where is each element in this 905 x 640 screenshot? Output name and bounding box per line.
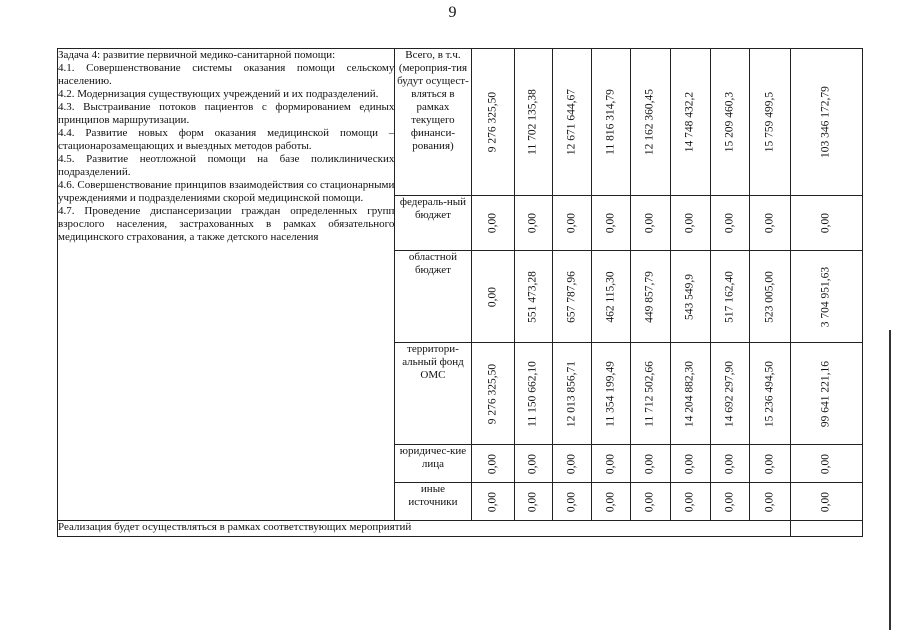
value-cell: 11 354 199,49 (591, 343, 630, 445)
funding-source: Всего, в т.ч. (мероприя-тия будут осущест-вляться в рамках текущего финанси-рования) (395, 49, 471, 196)
total-cell: 0,00 (790, 483, 862, 521)
task-item: 4.2. Модернизация существующих учреждений и их подразделений. (58, 88, 379, 100)
total-cell: 103 346 172,79 (790, 49, 862, 196)
value-cell: 12 013 856,71 (552, 343, 591, 445)
value-cell: 0,00 (471, 196, 514, 251)
value-cell: 9 276 325,50 (471, 343, 514, 445)
table-row (58, 49, 863, 196)
value-cell: 0,00 (591, 196, 630, 251)
table-row (58, 521, 863, 537)
value-cell: 0,00 (630, 483, 670, 521)
value-cell: 0,00 (514, 196, 552, 251)
value-cell: 0,00 (591, 445, 630, 483)
empty-cell (790, 521, 862, 537)
budget-table (57, 48, 863, 537)
value-cell: 9 276 325,50 (471, 49, 514, 196)
value-cell: 12 671 644,67 (552, 49, 591, 196)
value-cell: 0,00 (630, 445, 670, 483)
value-cell: 0,00 (630, 196, 670, 251)
value-cell: 15 209 460,3 (710, 49, 749, 196)
value-cell: 0,00 (471, 251, 514, 343)
value-cell: 11 816 314,79 (591, 49, 630, 196)
value-cell: 0,00 (552, 483, 591, 521)
value-cell: 0,00 (749, 196, 790, 251)
task-title: Задача 4: развитие первичной медико-санитарной помощи: (58, 49, 336, 61)
value-cell: 0,00 (670, 196, 710, 251)
value-cell: 0,00 (552, 445, 591, 483)
value-cell: 517 162,40 (710, 251, 749, 343)
value-cell: 462 115,30 (591, 251, 630, 343)
value-cell: 543 549,9 (670, 251, 710, 343)
value-cell: 0,00 (471, 483, 514, 521)
value-cell: 15 759 499,5 (749, 49, 790, 196)
task-item: 4.5. Развитие неотложной помощи на базе поликлинических подразделений. (58, 153, 395, 178)
value-cell: 0,00 (552, 196, 591, 251)
funding-source: иные источники (395, 483, 471, 521)
value-cell: 0,00 (471, 445, 514, 483)
value-cell: 0,00 (710, 483, 749, 521)
value-cell: 657 787,96 (552, 251, 591, 343)
total-cell: 3 704 951,63 (790, 251, 862, 343)
value-cell: 0,00 (670, 445, 710, 483)
task-description (58, 49, 395, 521)
funding-source: территори-альный фонд ОМС (395, 343, 471, 445)
funding-source: федераль-ный бюджет (395, 196, 471, 251)
value-cell: 0,00 (749, 483, 790, 521)
value-cell: 0,00 (710, 445, 749, 483)
total-cell: 0,00 (790, 445, 862, 483)
total-cell: 0,00 (790, 196, 862, 251)
value-cell: 0,00 (514, 445, 552, 483)
value-cell: 15 236 494,50 (749, 343, 790, 445)
value-cell: 0,00 (749, 445, 790, 483)
value-cell: 0,00 (591, 483, 630, 521)
value-cell: 551 473,28 (514, 251, 552, 343)
task-item: 4.1. Совершенствование системы оказания помощи сельскому населению. (58, 62, 395, 87)
task-item: 4.4. Развитие новых форм оказания медицинской помощи – стационарозамещающих и выездных методов работы. (58, 127, 395, 152)
value-cell: 12 162 360,45 (630, 49, 670, 196)
task-item: 4.6. Совершенствование принципов взаимодействия со стационарными учреждениями и подразделениями скорой медицинской помощи. (58, 179, 395, 204)
funding-source: юридичес-кие лица (395, 445, 471, 483)
task-item: 4.3. Выстраивание потоков пациентов с формированием единых принципов маршрутизации. (58, 101, 395, 126)
value-cell: 11 712 502,66 (630, 343, 670, 445)
value-cell: 11 150 662,10 (514, 343, 552, 445)
value-cell: 0,00 (514, 483, 552, 521)
value-cell: 0,00 (710, 196, 749, 251)
value-cell: 11 702 135,38 (514, 49, 552, 196)
page-number: 9 (448, 4, 457, 21)
total-cell: 99 641 221,16 (790, 343, 862, 445)
value-cell: 14 748 432,2 (670, 49, 710, 196)
value-cell: 523 005,00 (749, 251, 790, 343)
implementation-note: Реализация будет осуществляться в рамках соответствующих мероприятий (58, 521, 791, 537)
scan-edge-line (889, 330, 891, 630)
task-item: 4.7. Проведение диспансеризации граждан определенных групп взрослого населения, застрахованных в рамках обязательного медицинского страхования, а также детского населения (58, 205, 395, 243)
value-cell: 14 692 297,90 (710, 343, 749, 445)
funding-source: областной бюджет (395, 251, 471, 343)
value-cell: 14 204 882,30 (670, 343, 710, 445)
value-cell: 449 857,79 (630, 251, 670, 343)
value-cell: 0,00 (670, 483, 710, 521)
